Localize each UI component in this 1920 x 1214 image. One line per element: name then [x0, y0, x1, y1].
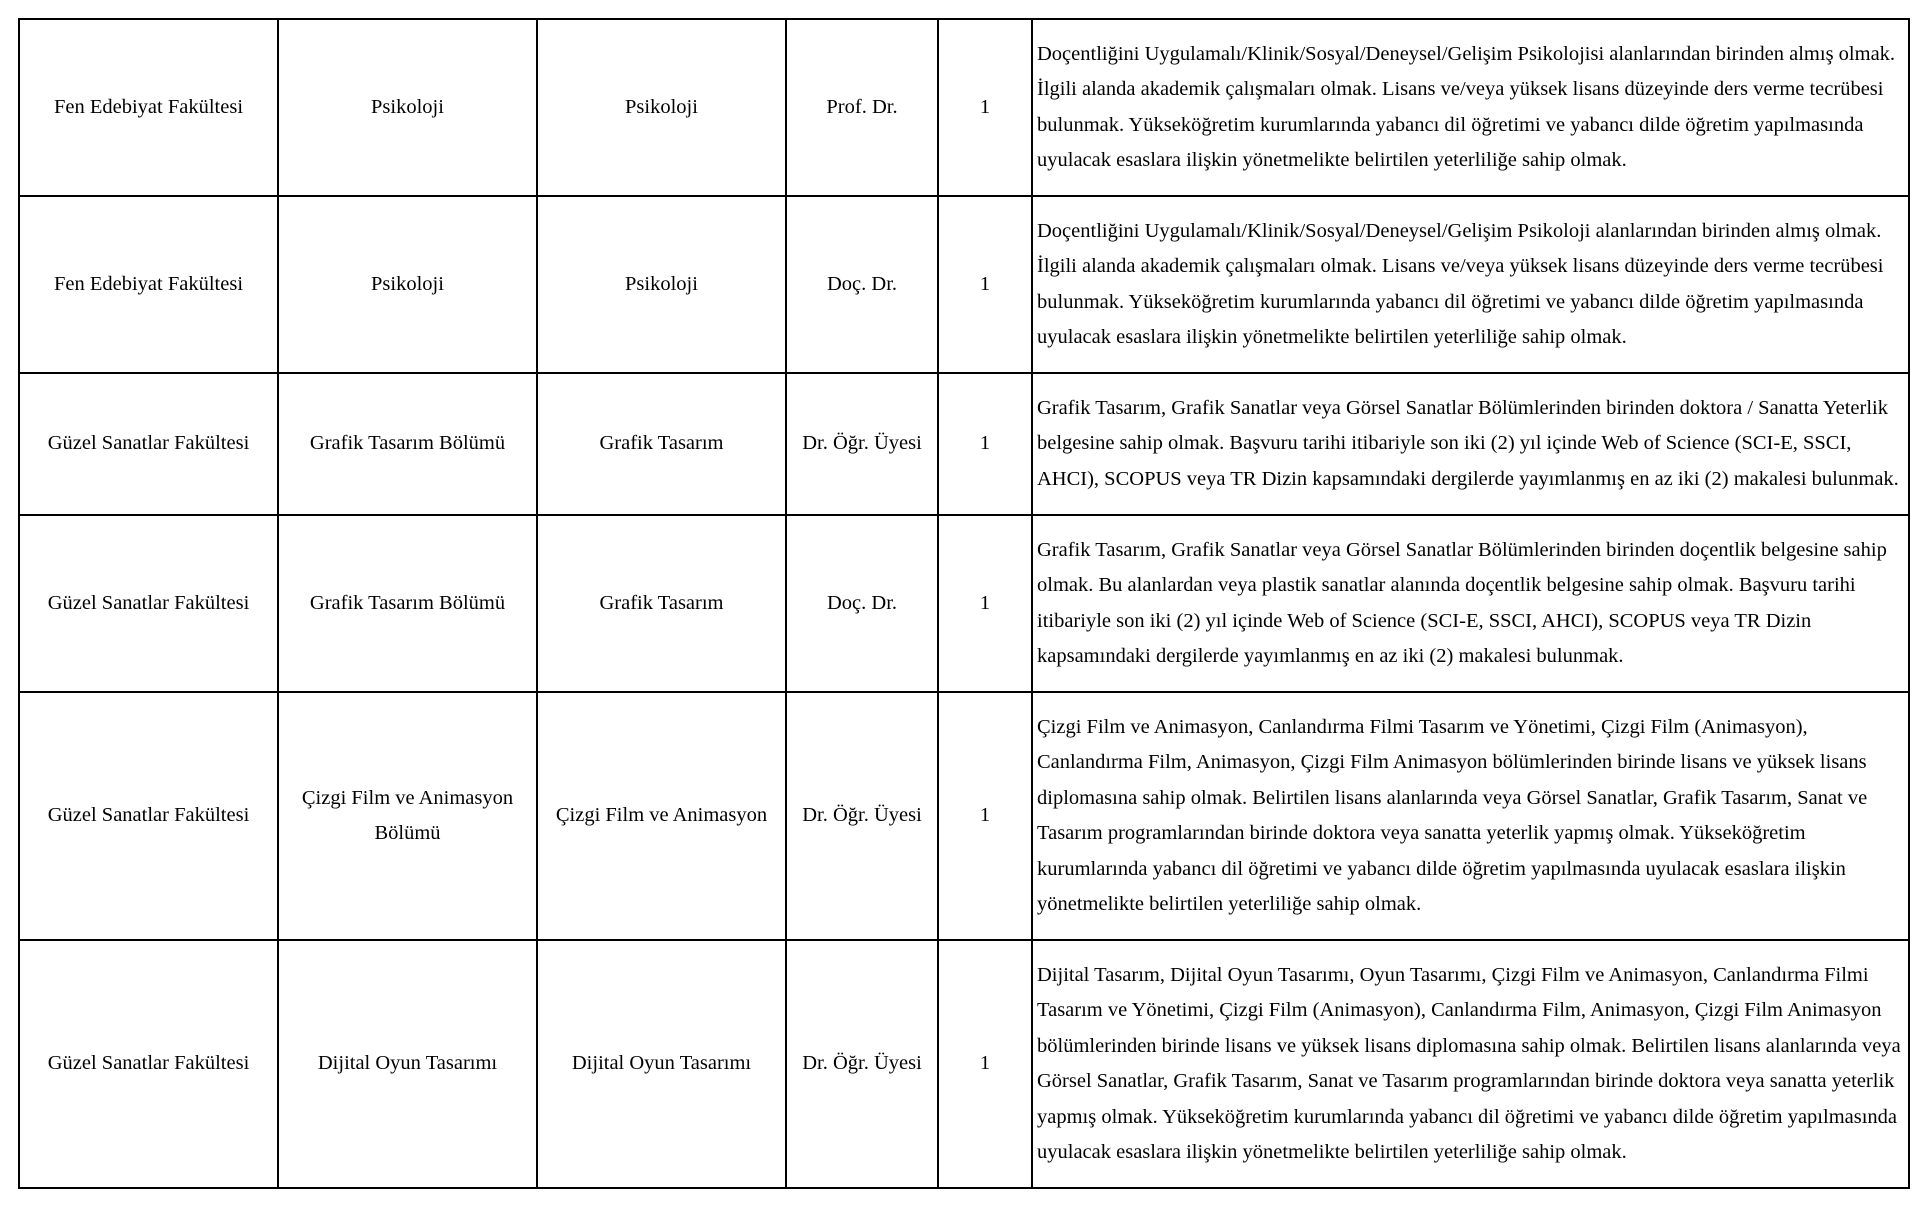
- title-cell: Prof. Dr.: [786, 19, 938, 196]
- count-cell: 1: [938, 692, 1032, 940]
- faculty-cell: Güzel Sanatlar Fakültesi: [19, 692, 278, 940]
- department-cell: Grafik Tasarım Bölümü: [278, 373, 537, 515]
- title-cell: Dr. Öğr. Üyesi: [786, 692, 938, 940]
- requirements-cell: Doçentliğini Uygulamalı/Klinik/Sosyal/Deneysel/Gelişim Psikolojisi alanlarından birinden almış olmak. İlgili alanda akademik çalışmaları olmak. Lisans ve/veya yüksek lisans düzeyinde ders verme tecrübesi bulunmak. Yükseköğretim kurumlarında yabancı dil öğretimi ve yabancı dilde öğretim yapılmasında uyulacak esaslara ilişkin yönetmelikte belirtilen yeterliliğe sahip olmak.: [1032, 19, 1909, 196]
- count-cell: 1: [938, 373, 1032, 515]
- table-row: [19, 196, 1909, 373]
- department-cell: Grafik Tasarım Bölümü: [278, 515, 537, 692]
- department-cell: Dijital Oyun Tasarımı: [278, 940, 537, 1188]
- table-row: [19, 19, 1909, 196]
- department-cell: Psikoloji: [278, 196, 537, 373]
- count-cell: 1: [938, 515, 1032, 692]
- count-cell: 1: [938, 940, 1032, 1188]
- program-cell: Çizgi Film ve Animasyon: [537, 692, 786, 940]
- program-cell: Dijital Oyun Tasarımı: [537, 940, 786, 1188]
- requirements-cell: Dijital Tasarım, Dijital Oyun Tasarımı, Oyun Tasarımı, Çizgi Film ve Animasyon, Canlandırma Filmi Tasarım ve Yönetimi, Çizgi Film (Animasyon), Canlandırma Film, Animasyon, Çizgi Film Animasyon bölümlerinden birinde lisans ve yüksek lisans diplomasına sahip olmak. Belirtilen lisans alanlarında veya Görsel Sanatlar, Grafik Tasarım, Sanat ve Tasarım programlarından birinde doktora veya sanatta yeterlik yapmış olmak. Yükseköğretim kurumlarında yabancı dil öğretimi ve yabancı dilde öğretim yapılmasında uyulacak esaslara ilişkin yönetmelikte belirtilen yeterliliğe sahip olmak.: [1032, 940, 1909, 1188]
- requirements-cell: Grafik Tasarım, Grafik Sanatlar veya Görsel Sanatlar Bölümlerinden birinden doçentlik belgesine sahip olmak. Bu alanlardan veya plastik sanatlar alanında doçentlik belgesine sahip olmak. Başvuru tarihi itibariyle son iki (2) yıl içinde Web of Science (SCI-E, SSCI, AHCI), SCOPUS veya TR Dizin kapsamındaki dergilerde yayımlanmış en az iki (2) makalesi bulunmak.: [1032, 515, 1909, 692]
- count-cell: 1: [938, 196, 1032, 373]
- title-cell: Dr. Öğr. Üyesi: [786, 940, 938, 1188]
- program-cell: Grafik Tasarım: [537, 373, 786, 515]
- table-row: [19, 940, 1909, 1188]
- department-cell: Psikoloji: [278, 19, 537, 196]
- positions-table: [18, 18, 1910, 1189]
- title-cell: Dr. Öğr. Üyesi: [786, 373, 938, 515]
- requirements-cell: Grafik Tasarım, Grafik Sanatlar veya Görsel Sanatlar Bölümlerinden birinden doktora / Sanatta Yeterlik belgesine sahip olmak. Başvuru tarihi itibariyle son iki (2) yıl içinde Web of Science (SCI-E, SSCI, AHCI), SCOPUS veya TR Dizin kapsamındaki dergilerde yayımlanmış en az iki (2) makalesi bulunmak.: [1032, 373, 1909, 515]
- table-row: [19, 373, 1909, 515]
- faculty-cell: Güzel Sanatlar Fakültesi: [19, 515, 278, 692]
- faculty-cell: Fen Edebiyat Fakültesi: [19, 19, 278, 196]
- count-cell: 1: [938, 19, 1032, 196]
- department-cell: Çizgi Film ve Animasyon Bölümü: [278, 692, 537, 940]
- program-cell: Psikoloji: [537, 19, 786, 196]
- program-cell: Psikoloji: [537, 196, 786, 373]
- requirements-cell: Çizgi Film ve Animasyon, Canlandırma Filmi Tasarım ve Yönetimi, Çizgi Film (Animasyon), Canlandırma Film, Animasyon, Çizgi Film Animasyon bölümlerinden birinde lisans ve yüksek lisans diplomasına sahip olmak. Belirtilen lisans alanlarında veya Görsel Sanatlar, Grafik Tasarım, Sanat ve Tasarım programlarından birinde doktora veya sanatta yeterlik yapmış olmak. Yükseköğretim kurumlarında yabancı dil öğretimi ve yabancı dilde öğretim yapılmasında uyulacak esaslara ilişkin yönetmelikte belirtilen yeterliliğe sahip olmak.: [1032, 692, 1909, 940]
- faculty-cell: Güzel Sanatlar Fakültesi: [19, 373, 278, 515]
- faculty-cell: Fen Edebiyat Fakültesi: [19, 196, 278, 373]
- table-row: [19, 515, 1909, 692]
- title-cell: Doç. Dr.: [786, 196, 938, 373]
- title-cell: Doç. Dr.: [786, 515, 938, 692]
- program-cell: Grafik Tasarım: [537, 515, 786, 692]
- faculty-cell: Güzel Sanatlar Fakültesi: [19, 940, 278, 1188]
- requirements-cell: Doçentliğini Uygulamalı/Klinik/Sosyal/Deneysel/Gelişim Psikoloji alanlarından birinden almış olmak. İlgili alanda akademik çalışmaları olmak. Lisans ve/veya yüksek lisans düzeyinde ders verme tecrübesi bulunmak. Yükseköğretim kurumlarında yabancı dil öğretimi ve yabancı dilde öğretim yapılmasında uyulacak esaslara ilişkin yönetmelikte belirtilen yeterliliğe sahip olmak.: [1032, 196, 1909, 373]
- table-row: [19, 692, 1909, 940]
